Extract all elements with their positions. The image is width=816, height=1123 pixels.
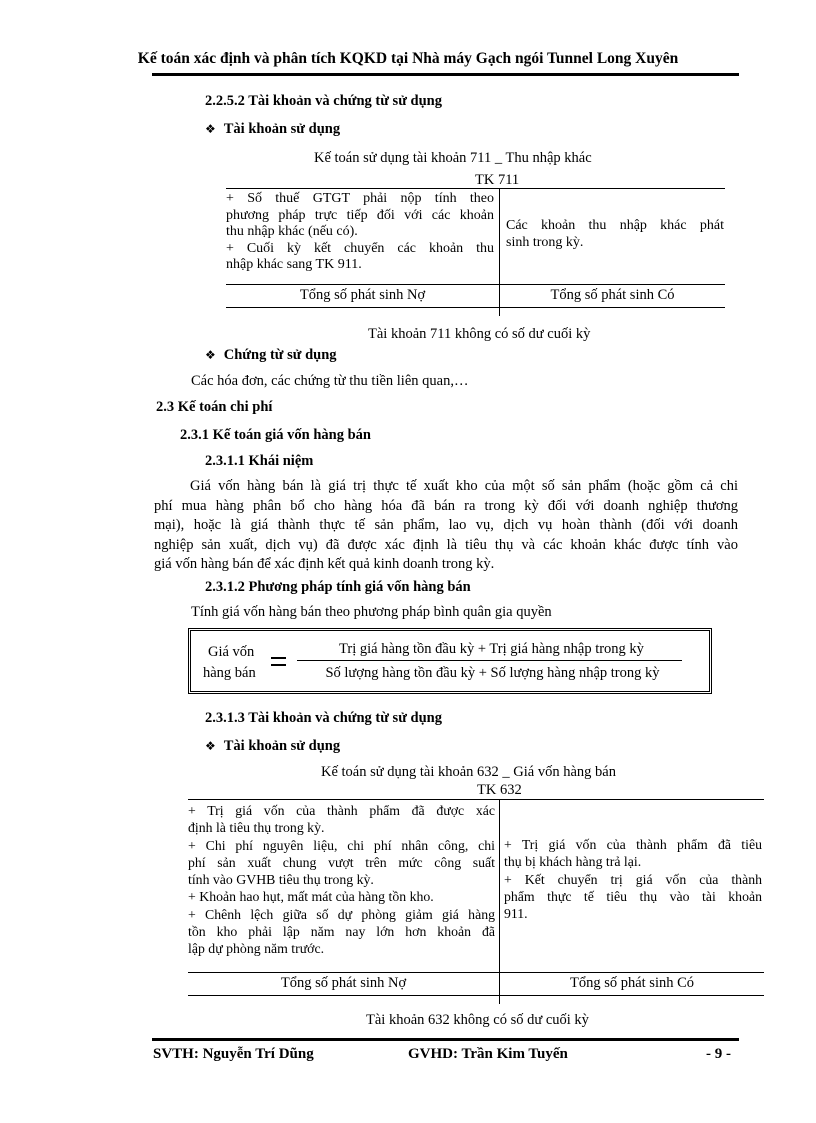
tk632-credit-side [504, 836, 762, 922]
header-rule [152, 73, 739, 76]
concept-paragraph [154, 477, 738, 575]
section-231-heading: 2.3.1 Kế toán giá vốn hàng bán [180, 427, 371, 443]
tk632-debit-line: tính vào GVHB tiêu thụ trong kỳ. [188, 872, 374, 888]
equals-bar-bottom [271, 664, 286, 666]
accounts-bullet-1 [205, 121, 340, 138]
concept-line: giá vốn hàng bán để xác định kết quả kinh doanh trong kỳ. [154, 556, 495, 572]
tk632-total-rule [188, 972, 764, 973]
concept-line: nghiệp sản xuất, dịch vụ) đã được xác định là tiêu thụ và các khoản khác được tính vào [154, 536, 738, 553]
bullet-icon: ❖ [205, 739, 216, 753]
documents-bullet [205, 347, 337, 364]
bullet-icon: ❖ [205, 122, 216, 136]
tk711-debit-side [226, 191, 494, 274]
tk711-name: TK 711 [475, 172, 520, 188]
tk632-name: TK 632 [477, 782, 522, 798]
tk632-credit-line: phẩm thực tế tiêu thụ vào tài khoản [504, 888, 762, 904]
section-2311-heading: 2.3.1.1 Khái niệm [205, 453, 314, 469]
tk711-credit-line: sinh trong kỳ. [506, 234, 584, 250]
tk632-debit-line: phí sản xuất chung vượt trên mức công suất [188, 854, 495, 870]
tk632-credit-line: + Trị giá vốn của thành phẩm đã tiêu [504, 837, 762, 852]
tk632-credit-line: thụ bị khách hàng trả lại. [504, 854, 642, 870]
tk711-caption: Kế toán sử dụng tài khoản 711 _ Thu nhập khác [314, 150, 592, 166]
tk711-total-rule [226, 284, 725, 285]
page-header-title: Kế toán xác định và phân tích KQKD tại Nhà máy Gạch ngói Tunnel Long Xuyên [137, 50, 679, 67]
footer-student: SVTH: Nguyễn Trí Dũng [153, 1046, 314, 1062]
tk711-debit-line: nhập khác sang TK 911. [226, 257, 362, 272]
formula-left-bottom: hàng bán [203, 665, 256, 681]
tk632-debit-line: + Chi phí nguyên liệu, chi phí nhân công, chi [188, 837, 495, 853]
tk711-top-rule [226, 188, 725, 189]
tk711-debit-line: phương pháp trực tiếp đối với các khoản [226, 207, 494, 223]
tk632-note: Tài khoản 632 không có số dư cuối kỳ [366, 1012, 589, 1028]
section-2252-heading: 2.2.5.2 Tài khoản và chứng từ sử dụng [205, 93, 442, 109]
section-2312-heading: 2.3.1.2 Phương pháp tính giá vốn hàng bán [205, 579, 471, 595]
concept-line: Giá vốn hàng bán là giá trị thực tế xuất kho của một số sản phẩm (hoặc gồm cả chi [190, 478, 738, 494]
accounts-bullet-label: Tài khoản sử dụng [223, 738, 341, 754]
fraction-bar [297, 660, 682, 661]
tk632-caption: Kế toán sử dụng tài khoản 632 _ Giá vốn hàng bán [321, 764, 616, 780]
tk711-bottom-rule [226, 307, 725, 308]
equals-bar-top [271, 657, 286, 659]
tk632-top-rule [188, 799, 764, 800]
section-2313-heading: 2.3.1.3 Tài khoản và chứng từ sử dụng [205, 710, 442, 726]
tk632-credit-line: 911. [504, 906, 528, 922]
concept-line: mại), hoặc là giá thành thực tế sản phẩm, lao vụ, dịch vụ hoàn thành (đối với doanh [154, 517, 738, 533]
tk711-credit-total: Tổng số phát sinh Có [550, 287, 675, 303]
tk632-debit-line: định là tiêu thụ trong kỳ. [188, 820, 325, 836]
footer-advisor: GVHD: Trần Kim Tuyến [408, 1046, 568, 1062]
tk711-debit-line: thu nhập khác (nếu có). [226, 224, 358, 239]
tk632-credit-total: Tổng số phát sinh Có [569, 975, 695, 991]
formula-numerator: Trị giá hàng tồn đầu kỳ + Trị giá hàng nhập trong kỳ [339, 641, 644, 657]
tk711-credit-line: Các khoản thu nhập khác phát [506, 218, 724, 233]
accounts-bullet-label: Tài khoản sử dụng [223, 121, 341, 137]
footer-rule [152, 1038, 739, 1041]
formula-denominator: Số lượng hàng tồn đầu kỳ + Số lượng hàng nhập trong kỳ [325, 665, 660, 681]
tk632-debit-total: Tổng số phát sinh Nợ [280, 975, 407, 991]
tk711-debit-line: + Số thuế GTGT phải nộp tính theo [226, 191, 494, 206]
documents-bullet-label: Chứng từ sử dụng [223, 347, 337, 363]
tk632-debit-line: + Khoản hao hụt, mất mát của hàng tồn kho. [188, 889, 434, 905]
tk632-debit-line: tồn kho phải lập năm nay lớn hơn khoản đã [188, 924, 495, 940]
tk711-debit-total: Tổng số phát sinh Nợ [299, 287, 426, 303]
tk632-credit-line: + Kết chuyển trị giá vốn của thành [504, 871, 762, 887]
tk632-debit-line: + Trị giá vốn của thành phẩm đã được xác [188, 803, 495, 818]
tk632-debit-line: lập dự phòng năm trước. [188, 941, 325, 957]
accounts-bullet-2 [205, 738, 340, 755]
method-text: Tính giá vốn hàng bán theo phương pháp bình quân gia quyền [191, 604, 552, 620]
tk632-debit-side [188, 802, 495, 958]
page-number: - 9 - [706, 1046, 731, 1062]
bullet-icon: ❖ [205, 348, 216, 362]
documents-text: Các hóa đơn, các chứng từ thu tiền liên quan,… [191, 373, 469, 389]
section-23-heading: 2.3 Kế toán chi phí [156, 399, 273, 415]
concept-line: phí mua hàng phân bổ cho hàng hóa đã bán ra trong kỳ đối với doanh nghiệp thương [154, 497, 738, 514]
tk632-bottom-rule [188, 995, 764, 996]
tk711-debit-line: + Cuối kỳ kết chuyển các khoản thu [226, 240, 494, 256]
formula-box [188, 628, 712, 694]
formula-left-top: Giá vốn [208, 644, 255, 660]
tk711-credit-side [506, 218, 724, 251]
tk711-note: Tài khoản 711 không có số dư cuối kỳ [368, 326, 591, 342]
tk632-debit-line: + Chênh lệch giữa số dự phòng giảm giá hàng [188, 906, 495, 922]
